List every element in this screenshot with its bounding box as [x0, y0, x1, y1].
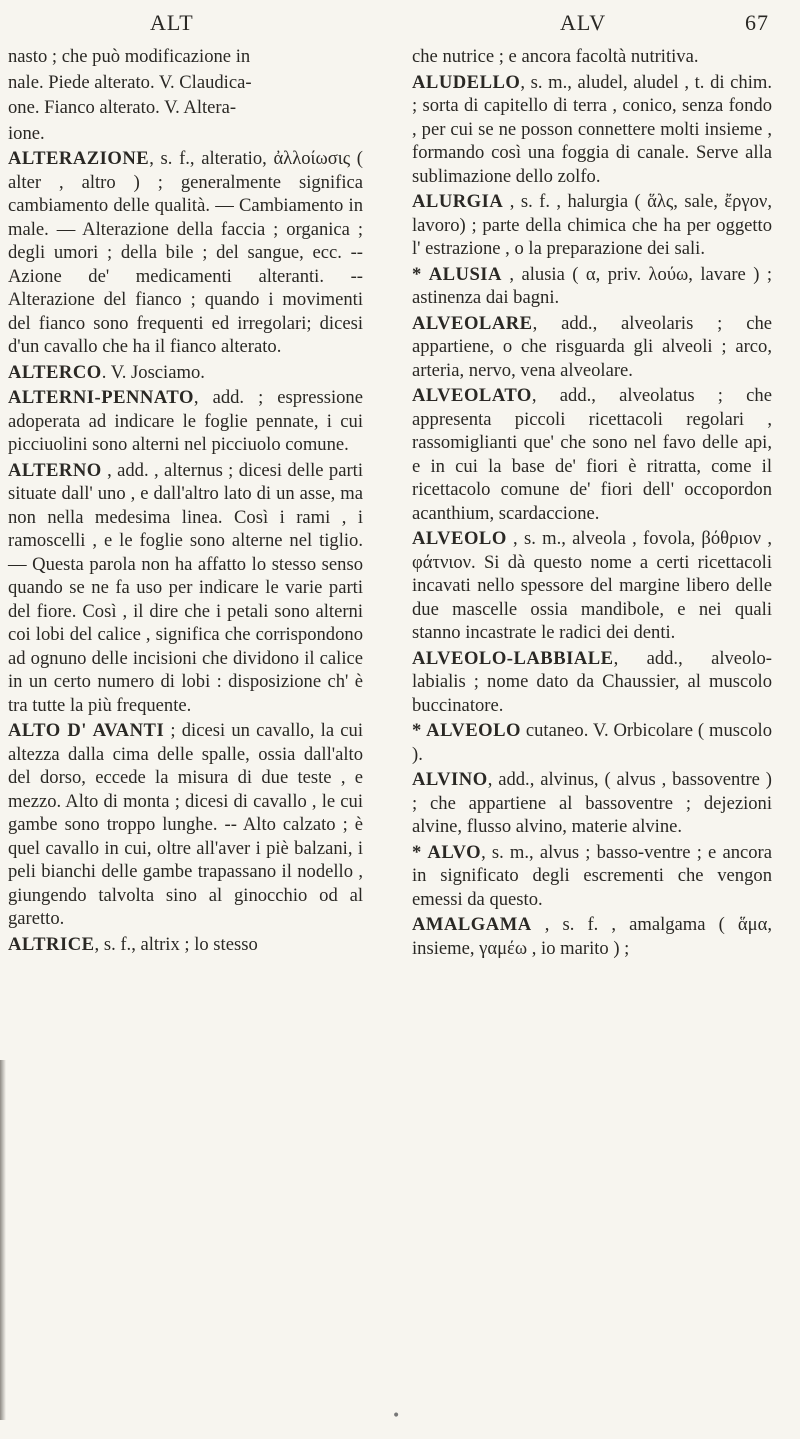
running-head-right: ALV — [560, 10, 607, 35]
entry-headword: ALTERNI-PENNATO — [8, 387, 194, 408]
entry-headword: ALVEOLO-LABBIALE — [412, 647, 614, 669]
entry-definition: , add. ; espressione adoperata ad indicare le foglie pennate, i cui picciuolini sono alterni nel picciuolo comune. — [8, 387, 363, 455]
entry-definition: , s. f. , amalgama ( ἅμα, insieme, γαμέω , io marito ) ; — [412, 914, 772, 959]
continuation-line: nale. Piede alterato. V. Claudica- — [8, 71, 252, 93]
entry-headword: ALTRICE — [8, 933, 95, 955]
entry-headword: * ALVO — [412, 841, 482, 863]
left-entries — [8, 147, 363, 956]
continuation-line: one. Fianco alterato. V. Altera- — [8, 97, 237, 118]
entry-headword: ALTERAZIONE — [8, 148, 150, 169]
dictionary-entry — [412, 312, 772, 383]
dictionary-entry — [412, 190, 772, 261]
dictionary-entry — [412, 913, 772, 960]
left-column — [8, 45, 363, 958]
entry-definition: ; dicesi un cavallo, la cui altezza dalla cima delle spalle, ossia dall'alto del dorso, eccede la misura di due teste , e mezzo. Alto di monta ; dicesi di cavallo , le cui gambe sono troppo lunghe. -- Alto calzato ; è quel cavallo in cui, oltre all'aver i piè balzani, i peli bianchi delle gambe trapassano il nodello , giungendo talvolta sino al ginocchio od al garetto. — [8, 720, 363, 929]
dictionary-entry — [412, 841, 772, 912]
entry-definition: , add., alveolo-labialis ; nome dato da Chaussier, al muscolo buccinatore. — [412, 647, 772, 716]
entry-definition: , s. f. , halurgia ( ἅλς, sale, ἔργον, lavoro) ; parte della chimica che ha per oggetto l' estrazione , o la preparazione dei sali. — [412, 191, 772, 259]
entry-headword: ALVINO — [412, 769, 488, 790]
dictionary-entry — [412, 647, 772, 718]
dictionary-entry — [412, 263, 772, 310]
right-column — [412, 45, 772, 962]
entry-headword: ALTERNO — [8, 459, 102, 481]
entry-headword: ALTO D' AVANTI — [8, 720, 165, 741]
entry-definition: , s. m., alveola , fovola, βόθριον , φάτνιον. Si dà questo nome a certi ricettacoli incavati nello spessore del margine libero delle due mascelle ossia mandibole, e nei quali stanno incastrate le radici dei denti. — [412, 528, 772, 643]
entry-headword: ALVEOLARE — [412, 312, 533, 334]
running-head-left: ALT — [150, 10, 194, 35]
page-number: 67 — [745, 10, 769, 35]
dictionary-entry — [8, 719, 363, 931]
entry-definition: , add., alveolatus ; che appresenta piccoli ricettacoli regolari , rassomiglianti que' che sono nel favo delle api, e in cui la base de' fiori è ritratta, come il ricettacolo comune de' fiori dell' occopordon acanthium, scardaccione. — [412, 385, 772, 524]
dictionary-entry — [412, 527, 772, 645]
page-mark: • — [392, 1408, 401, 1424]
entry-headword: ALURGIA — [412, 191, 504, 212]
entry-headword: ALVEOLATO — [412, 385, 532, 406]
binding-shadow — [0, 1060, 6, 1420]
entry-headword: AMALGAMA — [412, 914, 532, 935]
dictionary-entry — [8, 933, 363, 957]
entry-definition: , s. f., altrix ; lo stesso — [94, 933, 258, 955]
entry-headword: ALUDELLO — [412, 71, 521, 93]
entry-definition: , s. m., aludel, aludel , t. di chim. ; sorta di capitello di terra , conico, senza fondo , per cui se ne posson connettere molti insieme , formando così una foggia di canale. Serve alla sublimazione dello zolfo. — [412, 71, 772, 187]
entry-definition: , add. , alternus ; dicesi delle parti situate dall' uno , e dall'altro lato di un asse, ma non nella medesima linea. Così i rami , i ramoscelli , e le foglie sono alterne nel tiglio. — Questa parola non ha affatto lo stesso senso quando se ne fa uso per indicare le varie parti del fiore. Così , il dire che i petali sono alterni coi lobi del calice , significa che corrispondono ad ognuno delle incisioni che dividono il calice in un certo numero di lobi : disposizione ch' è tra tutte la più frequente. — [8, 459, 363, 716]
continuation-line: ione. — [8, 122, 45, 144]
right-entries — [412, 71, 772, 961]
entry-definition: , s. m., alvus ; basso-ventre ; e ancora in significato degli escrementi che vengon emessi da questo. — [412, 841, 772, 910]
dictionary-entry — [412, 719, 772, 766]
dictionary-entry — [412, 71, 772, 189]
dictionary-entry — [8, 459, 363, 718]
entry-definition: , add., alvinus, ( alvus , bassoventre ) ; che appartiene al bassoventre ; dejezioni alvine, flusso alvino, materie alvine. — [412, 769, 772, 837]
entry-headword: ALVEOLO — [412, 528, 507, 549]
entry-definition: cutaneo. V. Orbicolare ( muscolo ). — [412, 720, 773, 765]
continuation-line: che nutrice ; e ancora facoltà nutritiva. — [412, 46, 699, 67]
entry-definition: , s. f., alteratio, ἀλλοίωσις ( alter , altro ) ; generalmente significa cambiamento delle qualità. — Cambiamento in male. — Alterazione della faccia ; organica ; degli umori ; della bile ; del sangue, ecc. -- Azione de' medicamenti alteranti. -- Alterazione del fianco ; quando i movimenti del fianco sono frequenti ed irregolari; dicesi d'un cavallo che ha il fianco alterato. — [8, 148, 363, 357]
entry-headword: * ALVEOLO — [412, 720, 521, 741]
dictionary-entry — [8, 147, 363, 359]
entry-headword: * ALUSIA — [412, 263, 502, 285]
entry-definition: , alusia ( α, priv. λούω, lavare ) ; astinenza dai bagni. — [412, 263, 772, 308]
dictionary-entry — [8, 361, 363, 385]
dictionary-entry — [412, 768, 772, 839]
continuation-line: nasto ; che può modificazione in — [8, 46, 251, 67]
entry-headword: ALTERCO — [8, 361, 102, 383]
entry-definition: , add., alveolaris ; che appartiene, o che risguarda gli alveoli ; arco, arteria, nervo, vena alveolare. — [412, 312, 772, 381]
dictionary-entry — [8, 386, 363, 457]
entry-definition: . V. Josciamo. — [101, 361, 205, 383]
dictionary-entry — [412, 384, 772, 525]
